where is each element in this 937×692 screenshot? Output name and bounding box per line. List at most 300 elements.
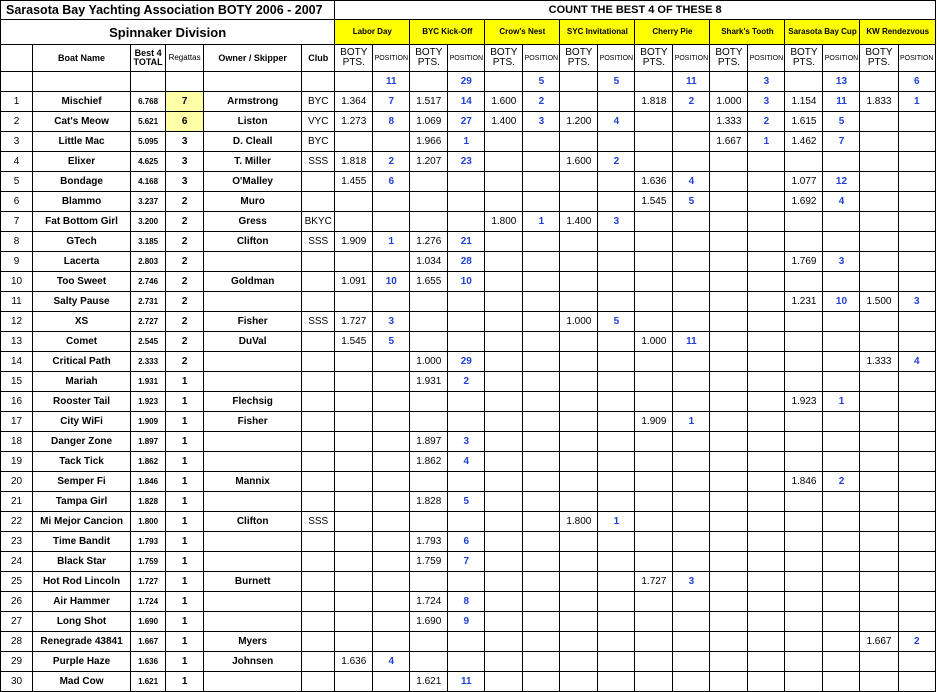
regattas-count-cell: 1	[166, 592, 204, 612]
boty-pts-header-line1: BOTY	[715, 46, 743, 58]
entries-blank	[1, 72, 33, 92]
position-cell	[823, 612, 860, 632]
club-cell: BYC	[302, 132, 335, 152]
boat-name-cell: Too Sweet	[33, 272, 131, 292]
boty-pts-cell: 1.636	[335, 652, 373, 672]
best4-total-cell: 2.803	[131, 252, 166, 272]
boat-name-cell: Mad Cow	[33, 672, 131, 692]
boty-pts-cell	[710, 272, 748, 292]
position-cell: 10	[373, 272, 410, 292]
rank-cell: 15	[1, 372, 33, 392]
boty-pts-cell	[410, 292, 448, 312]
position-cell	[673, 272, 710, 292]
position-cell	[673, 612, 710, 632]
position-cell: 1	[898, 92, 936, 112]
boty-pts-cell: 1.545	[335, 332, 373, 352]
position-cell	[823, 672, 860, 692]
club-cell	[302, 592, 335, 612]
table-row	[1, 412, 936, 432]
position-cell	[523, 572, 560, 592]
boty-pts-cell	[710, 212, 748, 232]
boty-pts-cell: 1.333	[710, 112, 748, 132]
position-cell: 5	[598, 312, 635, 332]
position-cell	[448, 632, 485, 652]
boty-pts-cell	[560, 592, 598, 612]
best4-total-cell: 1.862	[131, 452, 166, 472]
position-cell	[748, 672, 785, 692]
table-row	[1, 372, 936, 392]
boty-pts-cell: 1.692	[785, 192, 823, 212]
club-cell: SSS	[302, 152, 335, 172]
regatta-name-header: SYC Invitational	[560, 20, 635, 45]
position-cell	[898, 552, 936, 572]
table-row	[1, 252, 936, 272]
boty-pts-cell	[560, 172, 598, 192]
rank-cell: 27	[1, 612, 33, 632]
best4-header-line2: TOTAL	[133, 57, 163, 67]
owner-cell	[204, 252, 302, 272]
boty-pts-cell	[560, 392, 598, 412]
boty-pts-header	[635, 45, 673, 72]
owner-cell: Mannix	[204, 472, 302, 492]
boat-name-cell: Fat Bottom Girl	[33, 212, 131, 232]
position-cell	[898, 172, 936, 192]
regattas-count-cell: 2	[166, 232, 204, 252]
boty-pts-cell	[635, 512, 673, 532]
regatta-entry-count: 6	[898, 72, 936, 92]
rank-cell: 19	[1, 452, 33, 472]
best4-total-cell: 1.931	[131, 372, 166, 392]
rank-cell: 20	[1, 472, 33, 492]
boty-pts-cell	[335, 512, 373, 532]
boty-pts-cell: 1.818	[335, 152, 373, 172]
boat-name-cell: Mi Mejor Cancion	[33, 512, 131, 532]
boty-pts-cell	[485, 272, 523, 292]
rank-cell: 26	[1, 592, 33, 612]
rank-cell: 10	[1, 272, 33, 292]
position-cell: 2	[823, 472, 860, 492]
rank-cell: 11	[1, 292, 33, 312]
boty-pts-header-line2: PTS.	[342, 57, 365, 68]
boty-pts-cell	[785, 352, 823, 372]
regatta-name-header: Shark's Tooth	[710, 20, 785, 45]
best4-total-cell: 3.185	[131, 232, 166, 252]
boty-pts-cell	[560, 192, 598, 212]
position-cell	[598, 452, 635, 472]
best4-total-cell: 5.621	[131, 112, 166, 132]
position-cell: 3	[673, 572, 710, 592]
boty-pts-cell	[410, 192, 448, 212]
boty-pts-cell: 1.091	[335, 272, 373, 292]
boty-pts-cell: 1.034	[410, 252, 448, 272]
club-cell	[302, 612, 335, 632]
regattas-count-cell: 3	[166, 172, 204, 192]
position-cell	[748, 432, 785, 452]
position-cell	[523, 472, 560, 492]
position-cell	[898, 412, 936, 432]
boty-pts-cell	[560, 672, 598, 692]
table-row	[1, 472, 936, 492]
regattas-count-cell: 1	[166, 612, 204, 632]
position-cell	[523, 232, 560, 252]
boty-pts-header-line2: PTS.	[867, 57, 891, 68]
regattas-count-cell: 2	[166, 292, 204, 312]
boty-pts-header-line1: BOTY	[490, 46, 518, 58]
boat-name-cell: Salty Pause	[33, 292, 131, 312]
position-cell	[898, 152, 936, 172]
entries-blank	[860, 72, 898, 92]
boat-name-cell: Elixer	[33, 152, 131, 172]
boty-pts-cell	[560, 292, 598, 312]
position-cell	[448, 312, 485, 332]
club-cell	[302, 532, 335, 552]
position-cell	[373, 512, 410, 532]
position-cell	[448, 332, 485, 352]
club-cell	[302, 392, 335, 412]
position-cell	[823, 332, 860, 352]
position-cell: 11	[448, 672, 485, 692]
owner-cell: T. Miller	[204, 152, 302, 172]
owner-cell: Myers	[204, 632, 302, 652]
position-cell	[523, 352, 560, 372]
boty-pts-header	[785, 45, 823, 72]
boty-pts-cell	[635, 272, 673, 292]
boty-pts-cell	[485, 412, 523, 432]
position-cell	[823, 312, 860, 332]
boty-pts-cell	[785, 452, 823, 472]
regattas-count-cell: 1	[166, 412, 204, 432]
rank-cell: 22	[1, 512, 33, 532]
boty-pts-cell	[710, 612, 748, 632]
position-cell	[898, 372, 936, 392]
position-cell: 2	[373, 152, 410, 172]
boty-pts-cell	[560, 532, 598, 552]
boty-pts-cell: 1.923	[785, 392, 823, 412]
position-cell	[898, 432, 936, 452]
position-cell	[598, 252, 635, 272]
position-cell	[823, 632, 860, 652]
owner-cell: Clifton	[204, 232, 302, 252]
table-row	[1, 132, 936, 152]
club-cell	[302, 432, 335, 452]
owner-cell: Gress	[204, 212, 302, 232]
position-cell: 7	[448, 552, 485, 572]
table-row	[1, 92, 936, 112]
boty-pts-cell: 1.818	[635, 92, 673, 112]
boty-pts-cell	[335, 292, 373, 312]
boty-pts-cell: 1.636	[635, 172, 673, 192]
best4-total-cell: 1.909	[131, 412, 166, 432]
boty-pts-cell: 1.000	[560, 312, 598, 332]
boty-pts-cell	[335, 212, 373, 232]
boty-pts-cell	[335, 492, 373, 512]
boty-pts-cell	[560, 372, 598, 392]
position-cell	[598, 192, 635, 212]
boty-pts-cell	[560, 492, 598, 512]
entries-blank	[33, 72, 131, 92]
position-cell	[748, 652, 785, 672]
boty-pts-header-line1: BOTY	[865, 46, 893, 58]
position-cell	[523, 372, 560, 392]
owner-cell: Clifton	[204, 512, 302, 532]
boty-pts-cell	[860, 312, 898, 332]
boty-pts-cell	[560, 552, 598, 572]
boty-pts-cell	[710, 452, 748, 472]
club-header: Club	[302, 45, 335, 72]
position-header: POSITION	[673, 45, 710, 72]
boat-name-cell: Little Mac	[33, 132, 131, 152]
table-row	[1, 312, 936, 332]
boty-pts-cell	[335, 252, 373, 272]
position-cell	[373, 452, 410, 472]
boty-pts-cell: 1.909	[335, 232, 373, 252]
boty-pts-header	[860, 45, 898, 72]
position-cell: 3	[898, 292, 936, 312]
boty-pts-cell: 1.077	[785, 172, 823, 192]
position-cell	[898, 472, 936, 492]
boat-name-cell: GTech	[33, 232, 131, 252]
position-cell	[673, 112, 710, 132]
boty-pts-cell	[410, 332, 448, 352]
rank-cell: 30	[1, 672, 33, 692]
boty-pts-cell	[710, 412, 748, 432]
table-row	[1, 232, 936, 252]
position-cell	[598, 292, 635, 312]
position-cell	[598, 592, 635, 612]
position-header: POSITION	[523, 45, 560, 72]
boty-pts-cell	[635, 652, 673, 672]
position-cell	[673, 452, 710, 472]
boty-pts-cell	[485, 512, 523, 532]
club-cell: BYC	[302, 92, 335, 112]
boty-pts-cell	[410, 572, 448, 592]
position-cell	[598, 552, 635, 572]
position-cell	[373, 432, 410, 452]
position-cell	[823, 232, 860, 252]
best4-total-cell: 2.545	[131, 332, 166, 352]
position-cell	[523, 412, 560, 432]
position-cell	[748, 532, 785, 552]
boty-pts-header-line2: PTS.	[417, 57, 440, 68]
boty-pts-cell: 1.966	[410, 132, 448, 152]
regattas-count-cell: 1	[166, 372, 204, 392]
best4-total-cell: 1.667	[131, 632, 166, 652]
position-cell: 1	[673, 412, 710, 432]
position-cell: 23	[448, 152, 485, 172]
entries-blank	[410, 72, 448, 92]
position-cell	[448, 172, 485, 192]
boty-pts-cell	[335, 612, 373, 632]
position-cell: 2	[448, 372, 485, 392]
regattas-count-cell: 1	[166, 652, 204, 672]
position-cell: 7	[823, 132, 860, 152]
position-header: POSITION	[598, 45, 635, 72]
boty-pts-cell	[860, 452, 898, 472]
position-cell	[748, 492, 785, 512]
position-cell	[673, 592, 710, 612]
division-title: Spinnaker Division	[1, 20, 335, 45]
position-cell: 5	[673, 192, 710, 212]
boty-pts-cell	[560, 252, 598, 272]
rank-cell: 4	[1, 152, 33, 172]
boty-pts-cell	[785, 552, 823, 572]
position-cell	[898, 452, 936, 472]
boty-pts-cell: 1.727	[635, 572, 673, 592]
boty-pts-cell	[635, 612, 673, 632]
boty-pts-cell	[485, 652, 523, 672]
boty-pts-header-line1: BOTY	[565, 46, 593, 58]
position-cell: 11	[823, 92, 860, 112]
best4-header-line1: Best 4	[134, 48, 162, 58]
position-cell	[598, 172, 635, 192]
position-cell	[898, 652, 936, 672]
best4-total-cell: 2.731	[131, 292, 166, 312]
best4-total-cell: 2.746	[131, 272, 166, 292]
position-cell	[598, 672, 635, 692]
boty-pts-cell	[335, 192, 373, 212]
position-cell: 5	[373, 332, 410, 352]
boty-pts-cell	[635, 232, 673, 252]
regattas-count-cell: 2	[166, 192, 204, 212]
entries-blank	[635, 72, 673, 92]
boty-pts-cell: 1.909	[635, 412, 673, 432]
rank-cell: 23	[1, 532, 33, 552]
position-cell	[823, 272, 860, 292]
club-cell: SSS	[302, 512, 335, 532]
position-cell	[448, 392, 485, 412]
position-cell	[673, 552, 710, 572]
boty-pts-cell	[335, 452, 373, 472]
boty-pts-cell: 1.759	[410, 552, 448, 572]
boty-pts-cell	[560, 232, 598, 252]
position-cell	[898, 272, 936, 292]
boty-pts-cell: 1.667	[710, 132, 748, 152]
position-cell	[823, 652, 860, 672]
best4-total-cell: 1.923	[131, 392, 166, 412]
regattas-count-cell: 1	[166, 512, 204, 532]
regattas-count-cell: 1	[166, 452, 204, 472]
boty-pts-cell	[710, 252, 748, 272]
boty-pts-cell	[485, 592, 523, 612]
boty-pts-cell: 1.846	[785, 472, 823, 492]
best4-total-cell: 1.897	[131, 432, 166, 452]
position-cell	[598, 232, 635, 252]
boty-pts-cell	[860, 552, 898, 572]
position-cell	[598, 132, 635, 152]
boty-pts-cell	[785, 652, 823, 672]
boty-pts-cell: 1.800	[560, 512, 598, 532]
position-cell	[748, 592, 785, 612]
owner-cell: Goldman	[204, 272, 302, 292]
boty-pts-cell	[635, 312, 673, 332]
club-cell	[302, 652, 335, 672]
position-cell	[748, 332, 785, 352]
position-cell: 4	[448, 452, 485, 472]
entries-blank	[785, 72, 823, 92]
club-cell	[302, 572, 335, 592]
regatta-name-header: Cherry Pie	[635, 20, 710, 45]
position-cell	[898, 232, 936, 252]
position-cell: 10	[448, 272, 485, 292]
position-cell	[673, 232, 710, 252]
boty-pts-cell	[860, 672, 898, 692]
boty-pts-cell	[635, 152, 673, 172]
boty-pts-cell	[860, 132, 898, 152]
rank-cell: 13	[1, 332, 33, 352]
position-cell	[673, 632, 710, 652]
boty-pts-cell	[560, 612, 598, 632]
position-cell	[523, 332, 560, 352]
position-cell	[598, 392, 635, 412]
position-cell	[448, 192, 485, 212]
boty-pts-cell: 1.615	[785, 112, 823, 132]
position-cell: 3	[373, 312, 410, 332]
owner-cell: Muro	[204, 192, 302, 212]
position-header: POSITION	[823, 45, 860, 72]
position-cell	[898, 192, 936, 212]
rank-header	[1, 45, 33, 72]
position-cell	[823, 412, 860, 432]
position-cell: 9	[448, 612, 485, 632]
regatta-entry-count: 5	[598, 72, 635, 92]
boty-pts-cell: 1.500	[860, 292, 898, 312]
table-row	[1, 492, 936, 512]
boty-pts-cell: 1.200	[560, 112, 598, 132]
position-cell	[598, 412, 635, 432]
position-cell	[448, 652, 485, 672]
boty-pts-cell	[485, 132, 523, 152]
boty-pts-cell	[860, 392, 898, 412]
entries-blank	[485, 72, 523, 92]
boty-pts-cell	[335, 472, 373, 492]
boty-pts-cell	[635, 372, 673, 392]
boat-name-cell: Hot Rod Lincoln	[33, 572, 131, 592]
regattas-count-cell: 1	[166, 472, 204, 492]
table-row	[1, 272, 936, 292]
owner-cell: Fisher	[204, 312, 302, 332]
position-cell	[373, 592, 410, 612]
boty-pts-cell	[710, 472, 748, 492]
boty-pts-cell	[710, 292, 748, 312]
boty-pts-cell	[860, 412, 898, 432]
regatta-entry-count: 5	[523, 72, 560, 92]
boty-pts-cell	[410, 312, 448, 332]
club-cell	[302, 172, 335, 192]
boty-pts-cell: 1.517	[410, 92, 448, 112]
position-cell: 5	[823, 112, 860, 132]
club-cell	[302, 272, 335, 292]
position-cell	[898, 332, 936, 352]
position-cell	[373, 472, 410, 492]
boat-name-cell: Tampa Girl	[33, 492, 131, 512]
boty-pts-cell	[485, 252, 523, 272]
entries-blank	[560, 72, 598, 92]
position-cell: 4	[898, 352, 936, 372]
best4-total-cell: 4.625	[131, 152, 166, 172]
position-cell	[673, 512, 710, 532]
best4-total-cell: 3.237	[131, 192, 166, 212]
position-cell: 1	[823, 392, 860, 412]
position-cell: 14	[448, 92, 485, 112]
boty-pts-cell	[860, 652, 898, 672]
owner-cell	[204, 292, 302, 312]
boty-pts-header-line1: BOTY	[790, 46, 818, 58]
table-row	[1, 552, 936, 572]
best4-total-cell: 2.727	[131, 312, 166, 332]
boty-pts-cell	[710, 152, 748, 172]
boty-pts-cell: 1.000	[410, 352, 448, 372]
boty-pts-cell	[785, 672, 823, 692]
